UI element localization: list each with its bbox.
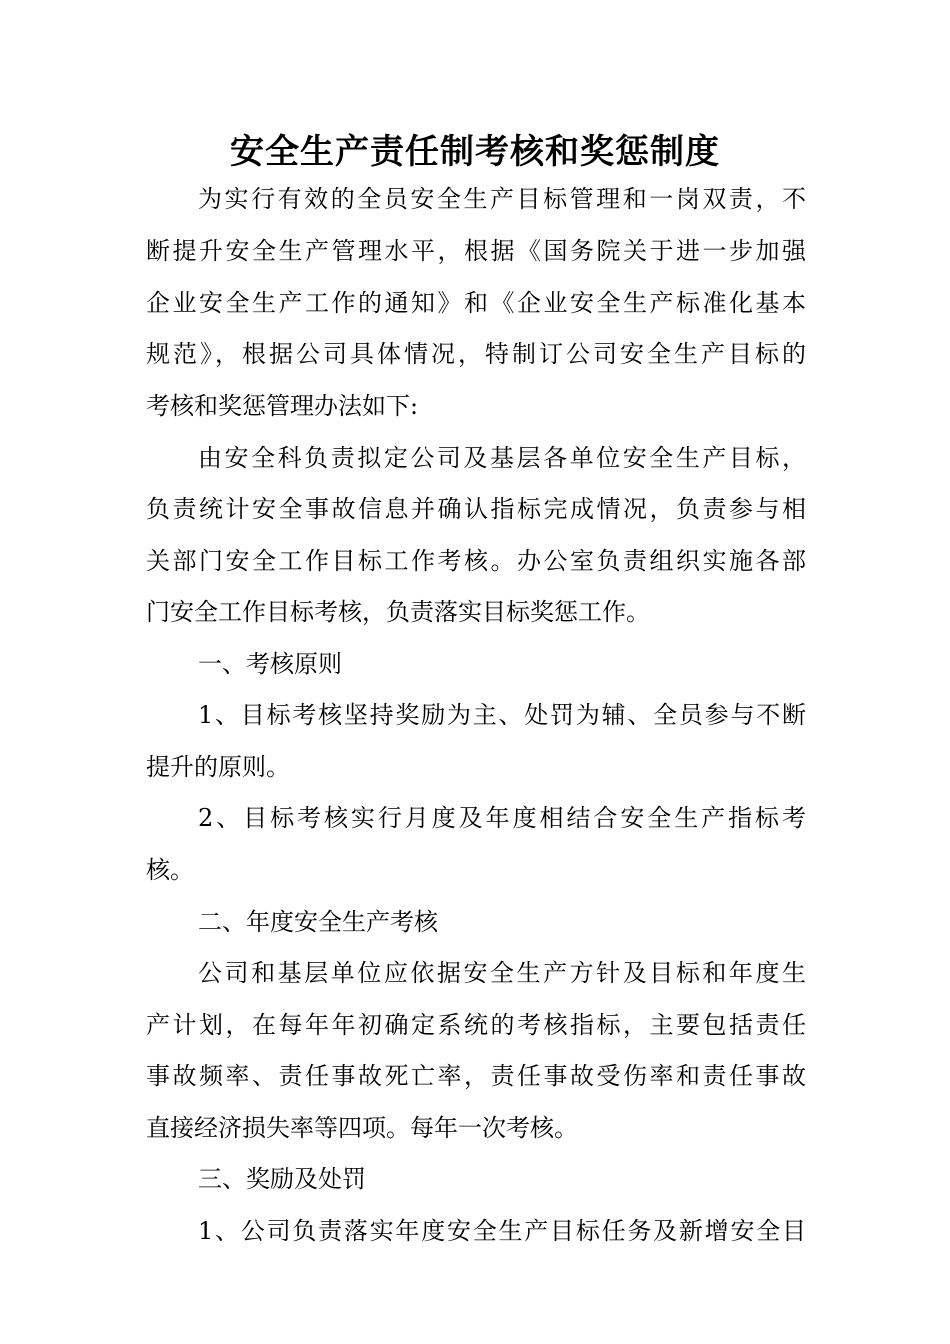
section-heading: 一、考核原则 [198,650,342,678]
paragraph-line: 核。 [146,856,194,884]
paragraph-line: 公司和基层单位应依据安全生产方针及目标和年度生 [198,959,806,987]
paragraph-line: 为实行有效的全员安全生产目标管理和一岗双责，不 [198,185,806,213]
paragraph-line: 2、目标考核实行月度及年度相结合安全生产指标考 [198,804,806,832]
document-title: 安全生产责任制考核和奖惩制度 [230,132,720,172]
paragraph-line: 企业安全生产工作的通知》和《企业安全生产标准化基本 [146,289,806,317]
paragraph-line: 断提升安全生产管理水平，根据《国务院关于进一步加强 [146,237,806,265]
paragraph-line: 门安全工作目标考核，负责落实目标奖惩工作。 [146,598,650,626]
paragraph-line: 由安全科负责拟定公司及基层各单位安全生产目标， [198,444,806,472]
paragraph-line: 关部门安全工作目标工作考核。办公室负责组织实施各部 [146,547,806,575]
paragraph-line: 提升的原则。 [146,753,290,781]
paragraph-line: 考核和奖惩管理办法如下: [146,392,419,420]
paragraph-line: 产计划，在每年年初确定系统的考核指标，主要包括责任 [146,1011,806,1039]
paragraph-line: 事故频率、责任事故死亡率，责任事故受伤率和责任事故 [146,1062,806,1090]
paragraph-line: 1、公司负责落实年度安全生产目标任务及新增安全目 [198,1217,806,1245]
section-heading: 二、年度安全生产考核 [198,908,438,936]
section-heading: 三、奖励及处罚 [198,1165,366,1193]
paragraph-line: 1、目标考核坚持奖励为主、处罚为辅、全员参与不断 [198,701,806,729]
paragraph-line: 直接经济损失率等四项。每年一次考核。 [146,1114,578,1142]
paragraph-line: 规范》，根据公司具体情况，特制订公司安全生产目标的 [146,340,806,368]
paragraph-line: 负责统计安全事故信息并确认指标完成情况，负责参与相 [146,495,806,523]
